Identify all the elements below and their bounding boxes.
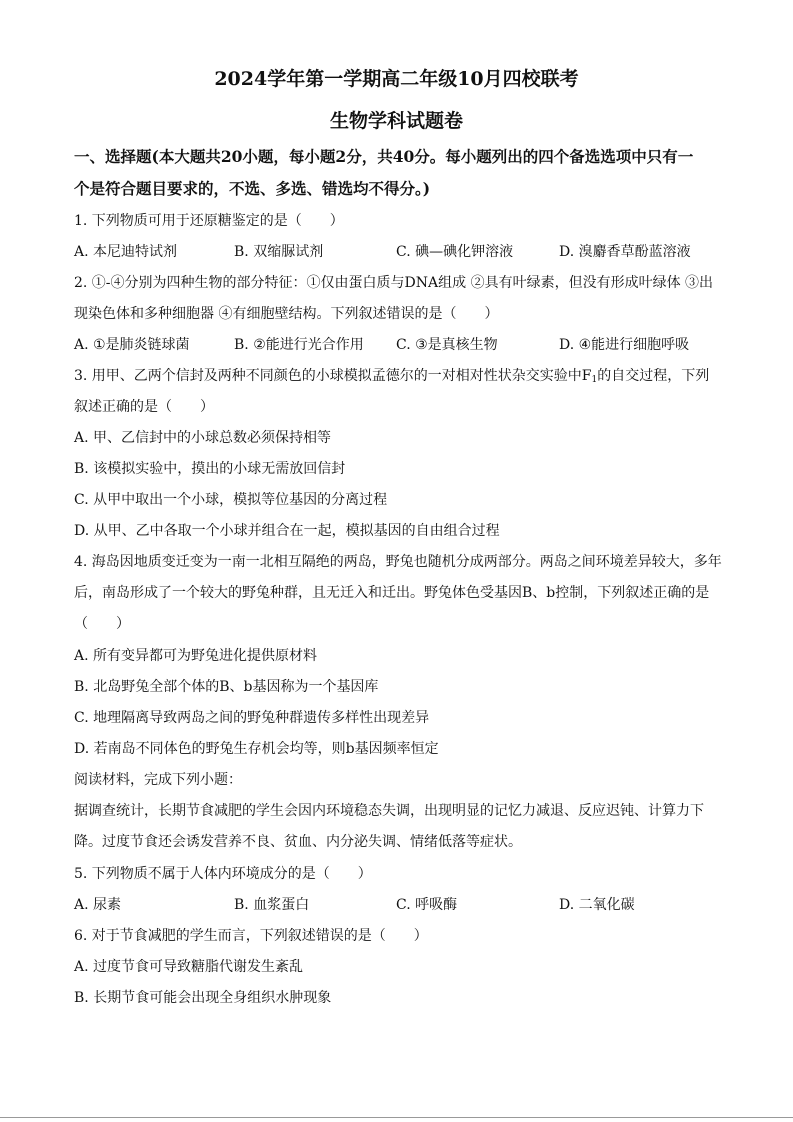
question-4-stem-line1: 4. 海岛因地质变迁变为一南一北相互隔绝的两岛，野兔也随机分成两部分。两岛之间环境差异较大，多年 xyxy=(74,554,722,570)
question-1-option-b: B. 双缩脲试剂 xyxy=(234,244,324,260)
question-6-stem: 6. 对于节食减肥的学生而言，下列叙述错误的是（ ） xyxy=(74,928,428,944)
question-3-option-d: D. 从甲、乙中各取一个小球并组合在一起，模拟基因的自由组合过程 xyxy=(74,523,500,539)
question-3-stem-text: 3. 用甲、乙两个信封及两种不同颜色的小球模拟孟德尔的一对相对性状杂交实验中F xyxy=(74,368,592,384)
question-3-subscript: 1 xyxy=(591,375,598,385)
question-5-option-c: C. 呼吸酶 xyxy=(396,897,458,913)
question-3-option-b: B. 该模拟实验中，摸出的小球无需放回信封 xyxy=(74,461,346,477)
question-3-option-a: A. 甲、乙信封中的小球总数必须保持相等 xyxy=(74,430,332,446)
page-bottom-rule xyxy=(0,1117,793,1118)
question-3-stem-line1 xyxy=(74,366,709,390)
question-1-option-d: D. 溴麝香草酚蓝溶液 xyxy=(559,244,691,260)
question-2-option-d: D. ④能进行细胞呼吸 xyxy=(559,337,690,353)
question-2-stem-line1: 2. ①-④分别为四种生物的部分特征：①仅由蛋白质与DNA组成 ②具有叶绿素，但没有形成叶绿体 ③出 xyxy=(74,275,714,291)
question-3-option-c: C. 从甲中取出一个小球，模拟等位基因的分离过程 xyxy=(74,492,388,508)
question-1-option-a: A. 本尼迪特试剂 xyxy=(74,244,178,260)
question-4-option-c: C. 地理隔离导致两岛之间的野兔种群遗传多样性出现差异 xyxy=(74,710,430,726)
question-6-option-a: A. 过度节食可导致糖脂代谢发生紊乱 xyxy=(74,959,304,975)
question-5-option-d: D. 二氧化碳 xyxy=(559,897,635,913)
section-heading-line2: 个是符合题目要求的，不选、多选、错选均不得分。) xyxy=(74,179,431,198)
question-3-stem-line2: 叙述正确的是（ ） xyxy=(74,399,214,415)
question-5-option-a: A. 尿素 xyxy=(74,897,122,913)
question-2-stem-line2: 现染色体和多种细胞器 ④有细胞壁结构。下列叙述错误的是（ ） xyxy=(74,306,499,322)
question-5-stem: 5. 下列物质不属于人体内环境成分的是（ ） xyxy=(74,866,372,882)
material-intro: 阅读材料，完成下列小题： xyxy=(74,772,242,788)
question-1-option-c: C. 碘—碘化钾溶液 xyxy=(396,244,514,260)
question-2-option-c: C. ③是真核生物 xyxy=(396,337,498,353)
question-4-stem-line3: （ ） xyxy=(74,616,130,632)
material-text-line1: 据调查统计，长期节食减肥的学生会因内环境稳态失调，出现明显的记忆力减退、反应迟钝、计算力下 xyxy=(74,803,704,819)
question-3-stem-text-end: 的自交过程，下列 xyxy=(597,368,710,384)
question-2-option-a: A. ①是肺炎链球菌 xyxy=(74,337,190,353)
question-4-option-a: A. 所有变异都可为野兔进化提供原材料 xyxy=(74,648,318,664)
section-heading-line1: 一、选择题(本大题共20小题，每小题2分，共40分。每小题列出的四个备选选项中只有一 xyxy=(74,147,694,166)
question-6-option-b: B. 长期节食可能会出现全身组织水肿现象 xyxy=(74,990,332,1006)
exam-title: 2024学年第一学期高二年级10月四校联考 xyxy=(214,68,579,90)
question-1-stem: 1. 下列物质可用于还原糖鉴定的是（ ） xyxy=(74,213,344,229)
exam-subtitle: 生物学科试题卷 xyxy=(329,110,463,132)
question-5-option-b: B. 血浆蛋白 xyxy=(234,897,310,913)
question-2-option-b: B. ②能进行光合作用 xyxy=(234,337,364,353)
material-text-line2: 降。过度节食还会诱发营养不良、贫血、内分泌失调、情绪低落等症状。 xyxy=(74,834,522,850)
question-4-option-b: B. 北岛野兔全部个体的B、b基因称为一个基因库 xyxy=(74,679,379,695)
question-4-option-d: D. 若南岛不同体色的野兔生存机会均等，则b基因频率恒定 xyxy=(74,741,439,757)
question-4-stem-line2: 后，南岛形成了一个较大的野兔种群，且无迁入和迁出。野兔体色受基因B、b控制，下列叙述正确的是 xyxy=(74,585,710,601)
